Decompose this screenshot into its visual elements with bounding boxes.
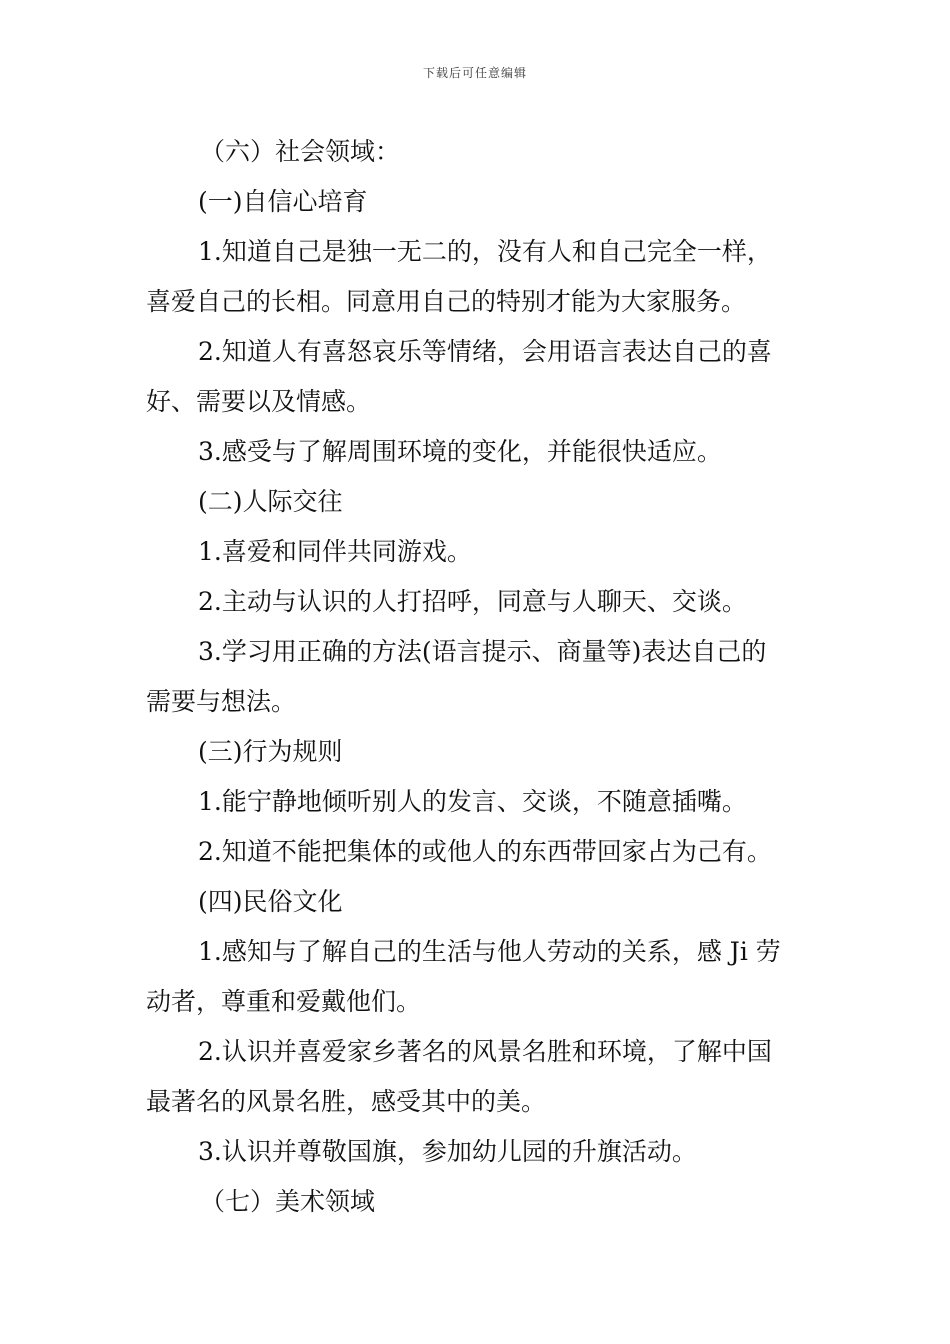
paragraph-line: 2.认识并喜爱家乡著名的风景名胜和环境，了解中国 [198, 1037, 772, 1066]
paragraph-line: 动者，尊重和爱戴他们。 [146, 987, 422, 1016]
subsection-heading: (一)自信心培育 [198, 187, 368, 216]
paragraph-line: 喜爱自己的长相。同意用自己的特别才能为大家服务。 [146, 287, 747, 316]
paragraph-line: 好、需要以及情感。 [146, 387, 372, 416]
document-body [146, 127, 811, 1227]
section-heading: （七）美术领域 [200, 1187, 376, 1216]
subsection-heading: (四)民俗文化 [198, 887, 343, 916]
paragraph-line: 需要与想法。 [146, 687, 297, 716]
paragraph-line: 1.喜爱和同伴共同游戏。 [198, 537, 472, 566]
paragraph-line: 1.感知与了解自己的生活与他人劳动的关系，感 Ji 劳 [198, 937, 781, 966]
paragraph-line: 2.知道人有喜怒哀乐等情绪，会用语言表达自己的喜 [198, 337, 772, 366]
subsection-heading: (二)人际交往 [198, 487, 343, 516]
page-header: 下载后可任意编辑 [422, 66, 527, 80]
paragraph-line: 1.知道自己是独一无二的，没有人和自己完全一样， [198, 237, 772, 266]
paragraph-line: 3.感受与了解周围环境的变化，并能很快适应。 [198, 437, 722, 466]
paragraph-line: 1.能宁静地倾听别人的发言、交谈，不随意插嘴。 [198, 787, 747, 816]
section-heading: （六）社会领域： [200, 137, 401, 166]
paragraph-line: 最著名的风景名胜，感受其中的美。 [146, 1087, 547, 1116]
paragraph-line: 2.主动与认识的人打招呼，同意与人聊天、交谈。 [198, 587, 747, 616]
paragraph-line: 2.知道不能把集体的或他人的东西带回家占为己有。 [198, 837, 772, 866]
paragraph-line: 3.认识并尊敬国旗，参加幼儿园的升旗活动。 [198, 1137, 697, 1166]
subsection-heading: (三)行为规则 [198, 737, 343, 766]
paragraph-line: 3.学习用正确的方法(语言提示、商量等)表达自己的 [198, 637, 767, 666]
